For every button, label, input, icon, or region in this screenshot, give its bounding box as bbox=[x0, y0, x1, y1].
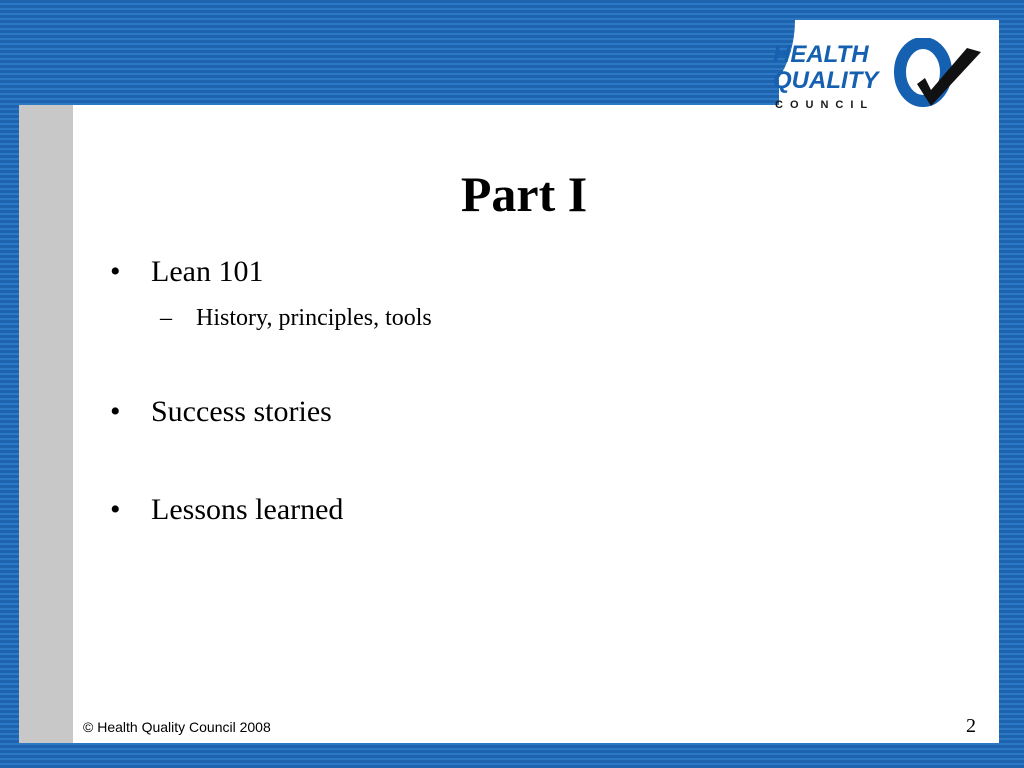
health-quality-council-logo bbox=[773, 38, 985, 118]
logo-line3: COUNCIL bbox=[775, 99, 875, 111]
logo-line2: QUALITY bbox=[773, 67, 879, 94]
sub-bullet-marker: – bbox=[160, 305, 172, 331]
logo-line1: HEALTH bbox=[773, 41, 869, 68]
sub-bullet-text: History, principles, tools bbox=[196, 305, 432, 331]
q-checkmark-icon bbox=[900, 43, 981, 106]
page-number: 2 bbox=[966, 715, 976, 737]
bullet-marker: • bbox=[110, 395, 121, 428]
slide-title: Part I bbox=[460, 166, 588, 222]
bullet-marker: • bbox=[110, 255, 121, 288]
slide-canvas bbox=[19, 20, 999, 743]
bullet-marker: • bbox=[110, 493, 121, 526]
bullet-text: Lean 101 bbox=[151, 255, 264, 288]
left-gray-bar bbox=[19, 20, 73, 743]
bullet-text: Success stories bbox=[151, 395, 332, 428]
footer-copyright: © Health Quality Council 2008 bbox=[83, 719, 271, 735]
header-band bbox=[19, 20, 779, 105]
bullet-text: Lessons learned bbox=[151, 493, 344, 526]
